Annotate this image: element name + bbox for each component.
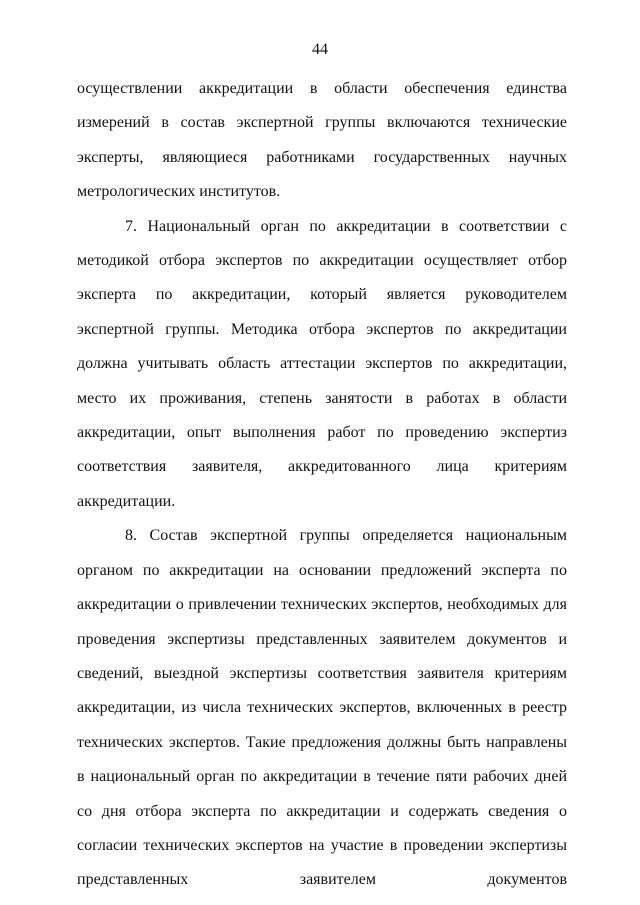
page-number: 44 bbox=[312, 41, 328, 58]
paragraph-item-7: 7. Национальный орган по аккредитации в соответствии с методикой отбора экспертов по аккредитации осуществляет отбор эксперта по аккредитации, который является руководителем экспертной группы. Методика отбора экспертов по аккредитации должна учитывать область аттестации экспертов по аккредитации, место их проживания, степень занятости в работах в области аккредитации, опыт выполнения работ по проведению экспертиз соответствия заявителя, аккредитованного лица критериям аккредитации. bbox=[77, 217, 567, 510]
paragraph-item-8: 8. Состав экспертной группы определяется национальным органом по аккредитации на основании предложений эксперта по аккредитации о привлечении технических экспертов, необходимых для проведения экспертизы представленных заявителем документов и сведений, выездной экспертизы соответствия заявителя критериям аккредитации, из числа технических экспертов, включенных в реестр технических экспертов. Такие предложения должны быть направлены в национальный орган по аккредитации в течение пяти рабочих дней со дня отбора эксперта по аккредитации и содержать сведения о согласии технических экспертов на участие в проведении экспертизы представленных заявителем документов bbox=[77, 527, 567, 889]
document-body bbox=[77, 72, 567, 898]
paragraph-continuation: осуществлении аккредитации в области обеспечения единства измерений в состав экспертной группы включаются технические эксперты, являющиеся работниками государственных научных метрологических институтов. bbox=[77, 80, 567, 201]
